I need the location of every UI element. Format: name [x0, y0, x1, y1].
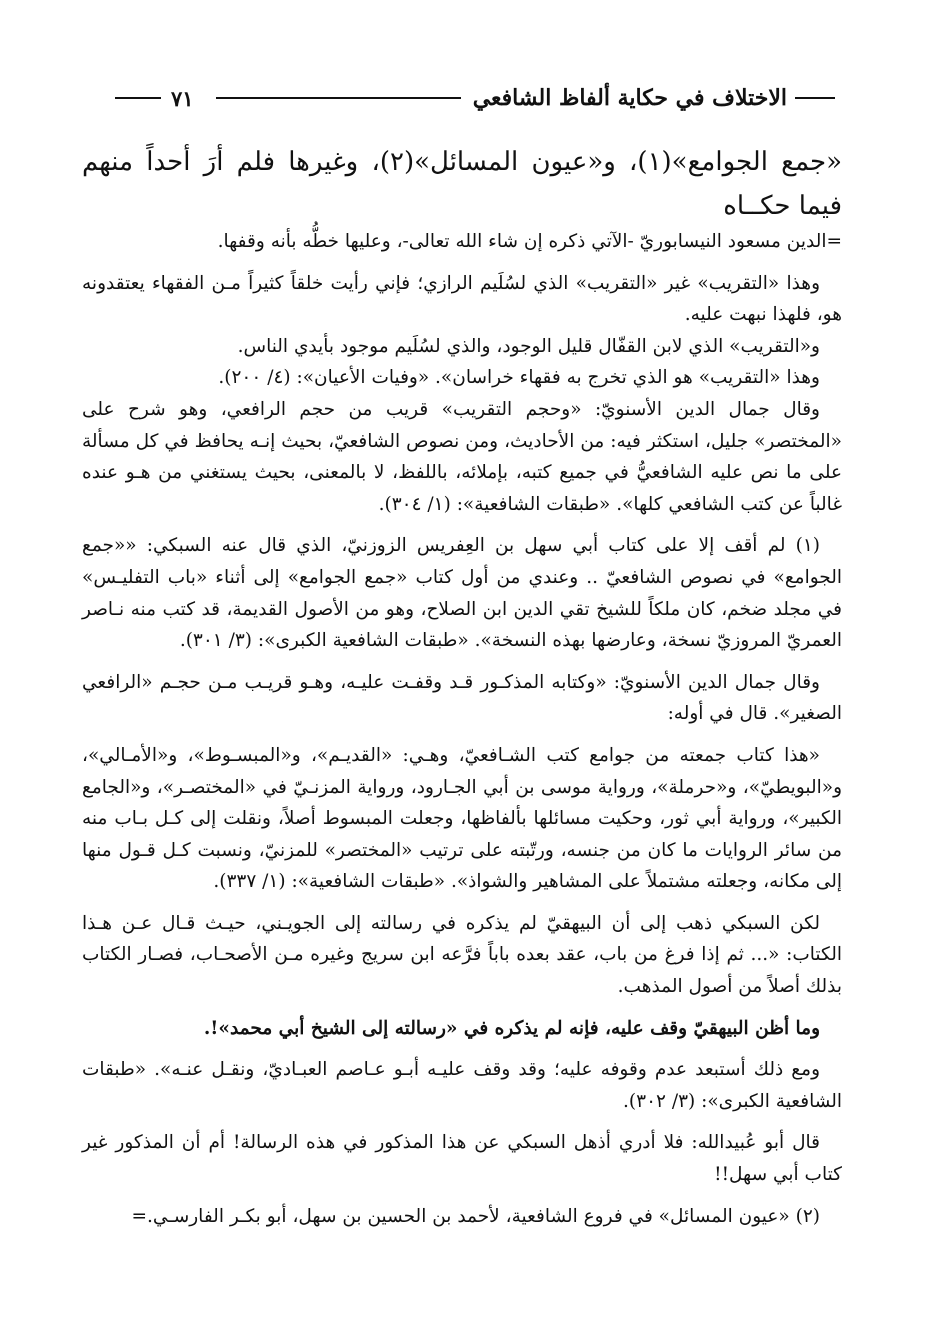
author-comment: قال أبو عُبيدالله: فلا أدري أذهل السبكي عن هذا المذكور في هذه الرسالة! أم أن المذكور غير كتاب أبي سهل!!	[82, 1132, 842, 1186]
main-text-line: «جمع الجوامع»(١)، و«عيون المسائل»(٢)، وغيرها فلم أرَ أحداً منهم فيما حكــاه	[82, 147, 843, 221]
footnotes-section	[82, 226, 842, 1232]
running-title: الاختلاف في حكاية ألفاظ الشافعي	[472, 85, 787, 111]
footnote-paragraph: ومع ذلك أستبعد عدم وقوفه عليه؛ وقد وقف عليـه أبـو عـاصم العبـاديّ، ونقـل عنـه». «طبقات الشافعية الكبرى»: (٣/ ٣٠٢).	[82, 1059, 842, 1112]
footnote-paragraph: وقال جمال الدين الأسنويّ: «وكتابه المذكـور قـد وقفـت عليـه، وهـو قريـب مـن حجـم «الرافعي الصغير». قال في أوله:	[82, 671, 842, 725]
header-rule-short	[795, 97, 835, 99]
footnote-paragraph: وقال جمال الدين الأسنويّ: «وحجم التقريب» قريب من حجم الرافعي، وهو شرح على «المختصر» جليل، استكثر فيه: من الأحاديث، ومن نصوص الشافعيّ، بحيث إنـه يحافظ في كل مسألة على ما نص عليه الشافعيُّ في جميع كتبه، بإملائه، باللفظ، لا بالمعنى، بحيث يستغني من هـو عنده غالباً عن كتب الشافعي كلها». «طبقات الشافعية»: (١/ ٣٠٤).	[82, 398, 842, 515]
header-rule-end	[115, 97, 161, 99]
footnote-paragraph: وهذا «التقريب» غير «التقريب» الذي لسُلَيم الرازي؛ فإني رأيت خلقاً كثيراً مـن الفقهاء يعتقدونه هو، فلهذا نبهت عليه.	[82, 272, 842, 326]
footnote-quote: «هذا كتاب جمعته من جوامع كتب الشـافعيّ، وهـي: «القديـم»، و«المبسـوط»، و«الأمـالي»، و«البويطيّ»، و«حرملة»، ورواية موسى بن أبي الجـارود، ورواية المزنـيّ في «المختصـر»، و«الجامع الكبير»، ورواية أبي ثور، وحكيت مسائلها بألفاظها، وجعلت المبسوط أصلاً، ونقلت إلى كـل بـاب منه من سائر الروايات ما كان من جنسه، ورتّبته على ترتيب «المختصر» للمزنيّ، ونسبت كـل قـول منها إلى مكانه، وجعلته مشتملاً على المشاهير والشواذ». «طبقات الشافعية»: (١/ ٣٣٧).	[82, 744, 842, 893]
page-header	[115, 78, 835, 118]
footnote-2: (٢) «عيون المسائل» في فروع الشافعية، لأحمد بن الحسين بن سهل، أبو بكـر الفارسـي.=	[131, 1205, 820, 1227]
footnote-paragraph: وهذا «التقريب» هو الذي تخرج به فقهاء خراسان». «وفيات الأعيان»: (٤/ ٢٠٠).	[218, 367, 820, 389]
footnote-paragraph: و«التقريب» الذي لابن القفّال قليل الوجود، والذي لسُلَيم موجود بأيدي الناس.	[237, 335, 820, 357]
footnote-paragraph: لكن السبكي ذهب إلى أن البيهقيّ لم يذكره في رسالته إلى الجويـني، حيـث قـال عـن هـذا الكتاب: «... ثم إذا فرغ من باب، عقد بعده باباً فرَّعه ابن سريج وغيره مـن الأصحـاب، فصـار الكتاب بذلك أصلاً من أصول المذهب.	[82, 912, 842, 998]
footnote-paragraph: =الدين مسعود النيسابوريّ -الآتي ذكره إن شاء الله تعالى-، وعليها خطُّه بأنه وقفها.	[217, 231, 842, 252]
page-number: ٧١	[171, 85, 194, 111]
footnote-1: (١) لم أقف إلا على كتاب أبي سهل بن العِفريس الزوزنيّ، الذي قال عنه السبكي: ««جمع الجوامع» في نصوص الشافعيّ .. وعندي من أول كتاب «جمع الجوامع» إلى أثناء «باب التفليـس» في مجلد ضخم، كان ملكاً للشيخ تقي الدين ابن الصلاح، وهو من الأصول القديمة، قد كتب منه نـاصر العمريّ المروزيّ نسخة، وعارضها بهذه النسخة». «طبقات الشافعية الكبرى»: (٣/ ٣٠١).	[82, 535, 842, 652]
header-rule-long	[216, 97, 461, 99]
footnote-bold-paragraph: وما أظن البيهقيّ وقف عليه، فإنه لم يذكره في «رسالته إلى الشيخ أبي محمد»!.	[203, 1017, 820, 1039]
